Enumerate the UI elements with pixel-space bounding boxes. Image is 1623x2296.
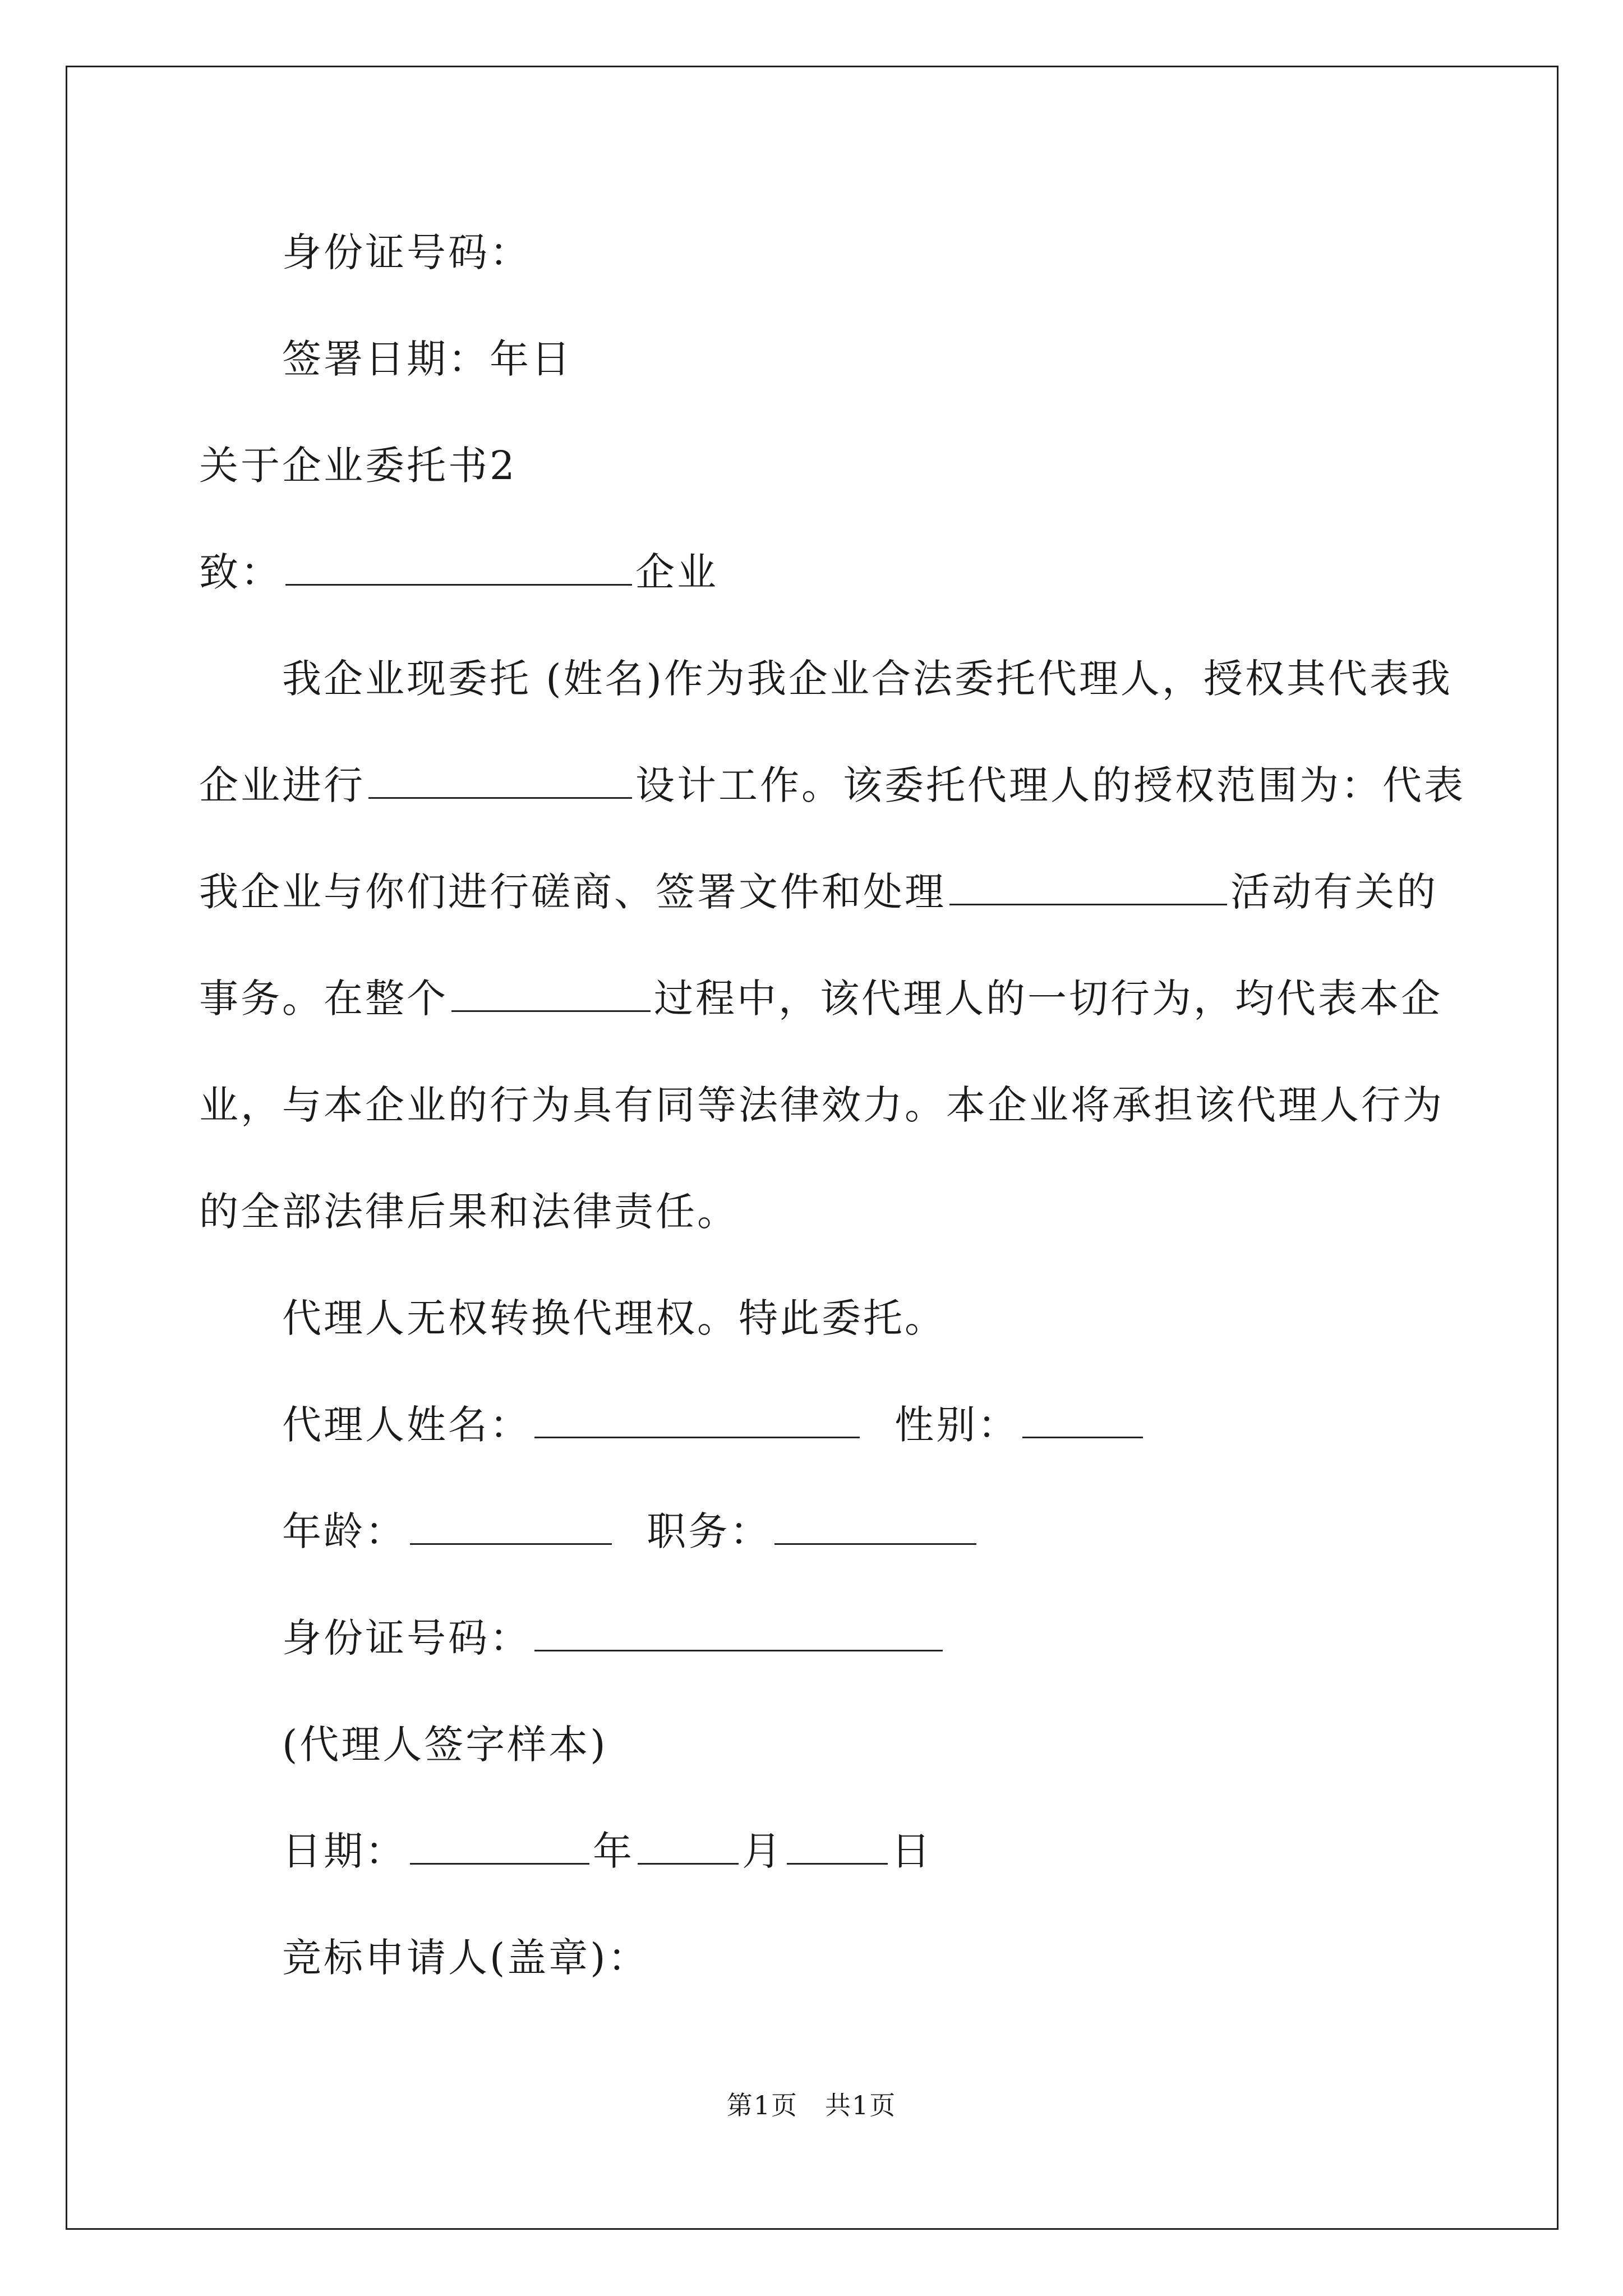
gender-label: 性别： [895, 1402, 1020, 1448]
agent-name-blank [534, 1397, 860, 1438]
gender-blank [1022, 1397, 1143, 1438]
age-blank [410, 1504, 612, 1545]
paragraph-1-line-2 [199, 757, 1465, 813]
page-number: 第1页 共1页 [726, 2090, 897, 2120]
date-line [282, 1823, 933, 1879]
paragraph-1-line-4 [199, 970, 1442, 1027]
company-blank [285, 545, 632, 586]
activity-blank [949, 864, 1227, 905]
agent-name-gender-line [282, 1397, 1146, 1453]
paragraph-1-line-3 [199, 864, 1438, 920]
year-blank [410, 1824, 589, 1865]
design-work-blank [368, 758, 632, 799]
paragraph-text: 活动有关的 [1230, 869, 1438, 915]
id-number-label: 身份证号码： [282, 1615, 531, 1661]
id-number-line-1 [282, 224, 531, 280]
addressee-line [199, 544, 718, 600]
applicant-line [282, 1930, 649, 1986]
paragraph-text: 代理人无权转换代理权。特此委托。 [282, 1295, 946, 1341]
sign-date-line [282, 331, 573, 387]
month-blank [638, 1824, 739, 1865]
sign-date-label: 签署日期：年日 [282, 336, 573, 382]
document-heading [199, 438, 517, 494]
process-blank [451, 971, 651, 1012]
paragraph-text: 我企业与你们进行磋商、签署文件和处理 [199, 869, 946, 915]
date-label: 日期： [282, 1828, 407, 1874]
addressee-suffix: 企业 [635, 549, 718, 595]
age-position-line [282, 1503, 980, 1559]
page-footer [0, 2088, 1623, 2122]
page-border [66, 66, 1559, 2230]
paragraph-text: 设计工作。该委托代理人的授权范围为：代表 [635, 762, 1465, 808]
id-number-line-2 [282, 1610, 946, 1666]
paragraph-1-line-5 [199, 1077, 1444, 1133]
month-label: 月 [742, 1828, 783, 1874]
position-blank [774, 1504, 976, 1545]
paragraph-text: 企业进行 [199, 762, 365, 808]
paragraph-text: 我企业现委托 (姓名)作为我企业合法委托代理人，授权其代表我 [282, 656, 1453, 702]
age-label: 年龄： [282, 1508, 407, 1554]
day-label: 日 [891, 1828, 933, 1874]
heading-text: 关于企业委托书2 [199, 443, 517, 489]
signature-sample-line [282, 1717, 608, 1773]
id-number-blank [534, 1611, 943, 1651]
paragraph-2 [282, 1290, 946, 1346]
paragraph-1-line-1 [282, 651, 1453, 707]
day-blank [787, 1824, 888, 1865]
paragraph-1-line-6 [199, 1184, 739, 1240]
agent-name-label: 代理人姓名： [282, 1402, 531, 1448]
id-number-label: 身份证号码： [282, 229, 531, 275]
paragraph-text: 过程中，该代理人的一切行为，均代表本企 [654, 976, 1442, 1022]
paragraph-text: 的全部法律后果和法律责任。 [199, 1189, 739, 1235]
year-label: 年 [593, 1828, 634, 1874]
signature-sample-label: (代理人签字样本) [282, 1722, 608, 1768]
position-label: 职务： [647, 1508, 772, 1554]
addressee-prefix: 致： [199, 549, 282, 595]
applicant-label: 竞标申请人(盖章)： [282, 1935, 649, 1981]
paragraph-text: 事务。在整个 [199, 976, 448, 1022]
paragraph-text: 业，与本企业的行为具有同等法律效力。本企业将承担该代理人行为 [199, 1082, 1444, 1128]
